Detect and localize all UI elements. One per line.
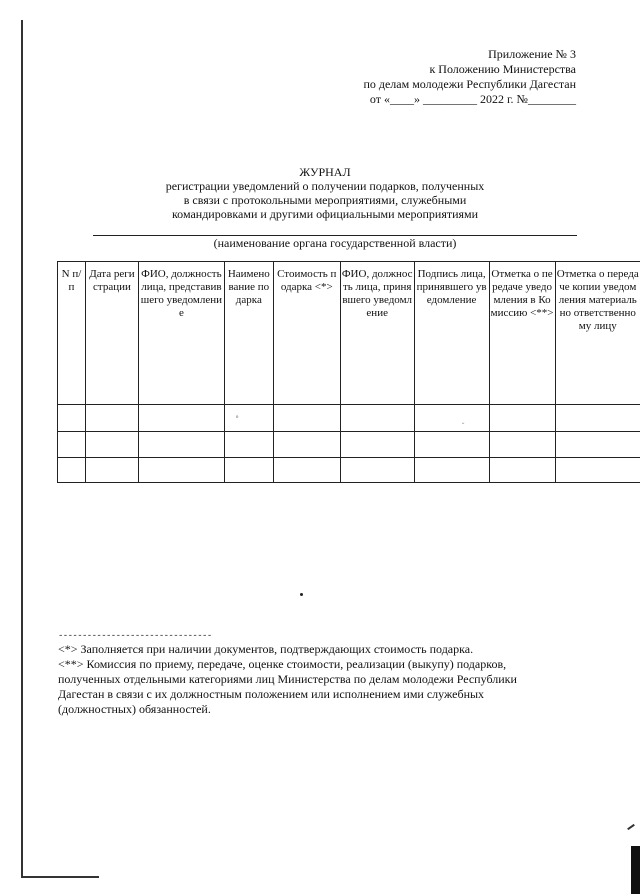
table-header-row	[58, 262, 640, 405]
table-cell	[489, 432, 555, 458]
appendix-line-4: от «____» _________ 2022 г. №________	[369, 92, 576, 106]
table-cell	[58, 458, 86, 483]
table-cell	[85, 458, 138, 483]
journal-title: ЖУРНАЛ	[299, 165, 351, 179]
appendix-line-3: по делам молодежи Республики Дагестан	[363, 77, 576, 91]
table-cell	[555, 432, 640, 458]
journal-heading	[110, 165, 540, 221]
footnotes-block	[58, 642, 563, 717]
registration-journal-table	[57, 261, 640, 483]
scan-edge-mark	[631, 846, 640, 894]
header-submitter: ФИО, должность лица, представившего уведомление	[138, 262, 224, 405]
table-cell	[273, 405, 340, 432]
table-cell	[138, 405, 224, 432]
table-cell	[58, 432, 86, 458]
table-cell	[340, 458, 414, 483]
table-cell	[138, 432, 224, 458]
appendix-line-1: Приложение № 3	[488, 47, 576, 61]
table-cell	[414, 405, 489, 432]
appendix-block	[330, 47, 576, 107]
table-cell	[340, 432, 414, 458]
header-receiver-signature: Подпись лица, принявшего уведомление	[414, 262, 489, 405]
scan-edge-tick	[627, 824, 635, 830]
table-row	[58, 458, 640, 483]
table-cell	[85, 432, 138, 458]
table-row	[58, 405, 640, 432]
table-cell	[489, 458, 555, 483]
journal-subtitle-line-1: регистрации уведомлений о получении подарков, полученных	[165, 179, 485, 193]
table-cell	[273, 458, 340, 483]
scan-dot	[300, 593, 303, 596]
table-cell	[224, 432, 273, 458]
table-cell	[224, 405, 273, 432]
table-cell	[138, 458, 224, 483]
appendix-line-2: к Положению Министерства	[429, 62, 576, 76]
header-number: N п/п	[58, 262, 86, 405]
table-cell	[85, 405, 138, 432]
table-cell	[555, 405, 640, 432]
table-cell	[273, 432, 340, 458]
footnote-2: <**> Комиссия по приему, передаче, оценке стоимости, реализации (выкупу) подарков, полученных отдельными категориями лиц Министерства по делам молодежи Республики Дагестан в связи с их должностным положением или исполнением ими служебных (должностных) обязанностей.	[58, 657, 517, 716]
header-commission-transfer: Отметка о передаче уведомления в Комиссию <**>	[489, 262, 555, 405]
table-cell	[224, 458, 273, 483]
scan-speck: ᵒ	[236, 413, 239, 422]
org-name-caption: (наименование органа государственной власти)	[213, 236, 457, 250]
scan-margin-line	[21, 20, 23, 878]
header-registration-date: Дата регистрации	[85, 262, 138, 405]
footnote-separator: --------------------------------	[58, 631, 212, 641]
table-cell	[414, 458, 489, 483]
table-row	[58, 432, 640, 458]
header-copy-transfer: Отметка о передаче копии уведомления материально ответственному лицу	[555, 262, 640, 405]
header-receiver: ФИО, должность лица, принявшего уведомление	[340, 262, 414, 405]
table-cell	[489, 405, 555, 432]
journal-subtitle-line-2: в связи с протокольными мероприятиями, служебными	[183, 193, 467, 207]
scan-speck: ᵕ	[462, 419, 465, 428]
table-cell	[340, 405, 414, 432]
header-gift-cost: Стоимость подарка <*>	[273, 262, 340, 405]
table-cell	[414, 432, 489, 458]
table-cell	[555, 458, 640, 483]
footnote-1: <*> Заполняется при наличии документов, подтверждающих стоимость подарка.	[58, 642, 474, 656]
header-gift-name: Наименование подарка	[224, 262, 273, 405]
table-cell	[58, 405, 86, 432]
scan-margin-line-bottom	[21, 876, 99, 878]
journal-subtitle-line-3: командировками и другими официальными мероприятиями	[171, 207, 479, 221]
